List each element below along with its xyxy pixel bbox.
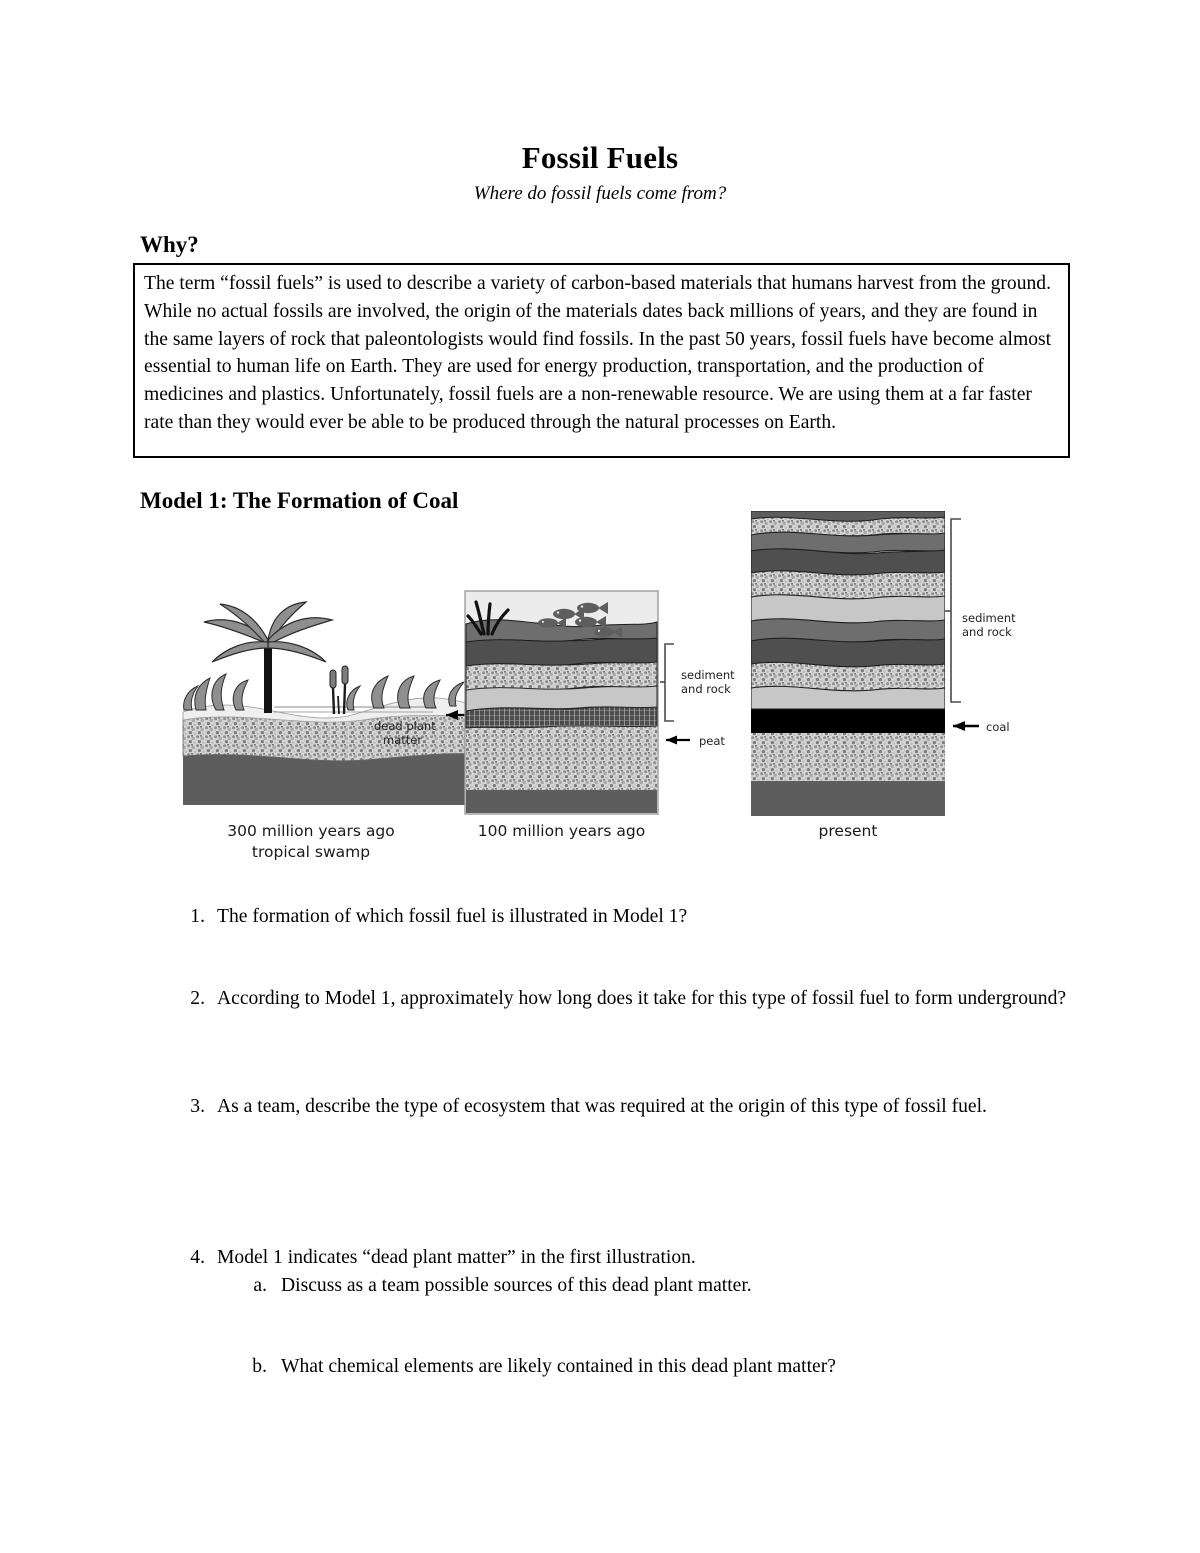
question-3-number: 3.: [190, 1096, 205, 1117]
page-subtitle: Where do fossil fuels come from?: [473, 183, 727, 204]
fern-cluster-left: [184, 674, 248, 710]
question-4b: [243, 1353, 1073, 1381]
palm-tree-trunk: [264, 638, 272, 713]
peat-arrow-icon: [666, 736, 690, 745]
sediment-and-rock-line1: sediment: [681, 668, 735, 682]
panel-100mya-caption: [464, 821, 659, 842]
coal-seam: [751, 707, 945, 733]
question-4a: [243, 1272, 1073, 1300]
question-1: [175, 903, 1070, 931]
dead-plant-matter-label: [374, 719, 436, 747]
coal-label: coal: [986, 720, 1010, 734]
question-3: [175, 1093, 1070, 1121]
cattail-cluster: [330, 666, 348, 714]
model-1-heading: Model 1: The Formation of Coal: [140, 488, 459, 513]
question-4: [175, 1244, 1070, 1272]
coal-arrow-icon: [953, 721, 979, 731]
why-body-text: The term “fossil fuels” is used to describe a variety of carbon-based materials that humans harvest from the ground. While no actual fossils are involved, the origin of the materials dates back millions of years, and they are found in the same layers of rock that paleontologists would find fossils. In the past 50 years, fossil fuels have become almost essential to human life on Earth. They are used for energy production, transportation, and the production of medicines and plastics. Unfortunately, fossil fuels are a non-renewable resource. We are using them at a far faster rate than they would ever be able to be produced through the natural processes on Earth.: [144, 273, 1052, 433]
bedrock-layer-bottom: [751, 779, 945, 816]
dead-plant-matter-label-line2: matter: [383, 733, 423, 747]
dead-plant-matter-label-line1: dead plant: [374, 719, 436, 733]
panel-present: [751, 511, 945, 816]
panel-300mya-caption-line1: 300 million years ago: [227, 822, 395, 840]
peat-layer: [466, 706, 657, 728]
question-4a-letter: a.: [253, 1275, 267, 1296]
peat-label: peat: [699, 734, 725, 748]
question-3-text: As a team, describe the type of ecosystem that was required at the origin of this type of fossil fuel.: [217, 1096, 987, 1117]
speckled-layer-bottom: [751, 733, 945, 781]
question-4b-text: What chemical elements are likely contained in this dead plant matter?: [281, 1356, 836, 1377]
page-title: Fossil Fuels: [521, 140, 679, 175]
bedrock-layer: [466, 786, 657, 813]
question-4b-letter: b.: [252, 1356, 267, 1377]
speckled-rock-layer: [466, 722, 657, 790]
sediment-and-rock-p3-line1: sediment: [962, 611, 1016, 625]
panel-present-caption: [751, 821, 945, 842]
panel-100mya: [464, 590, 659, 815]
question-2-number: 2.: [190, 988, 205, 1009]
question-1-text: The formation of which fossil fuel is illustrated in Model 1?: [217, 906, 688, 927]
model-1-figure: [133, 505, 1073, 870]
question-2: [175, 985, 1070, 1013]
panel-300mya-caption-line2: tropical swamp: [251, 843, 371, 861]
panel-100mya-caption-line1: 100 million years ago: [477, 822, 646, 840]
why-text-box: [133, 263, 1070, 458]
question-2-text: According to Model 1, approximately how long does it take for this type of fossil fuel to form underground?: [217, 988, 1067, 1009]
question-1-number: 1.: [190, 906, 205, 927]
question-4a-text: Discuss as a team possible sources of this dead plant matter.: [281, 1275, 752, 1296]
sediment-and-rock-label-panel2: [681, 668, 735, 696]
sediment-and-rock-bracket-icon: [945, 519, 961, 702]
question-4-number: 4.: [190, 1247, 205, 1268]
panel-present-caption-line1: present: [818, 822, 878, 840]
why-heading: Why?: [140, 232, 199, 257]
panel-300mya-caption: [186, 821, 436, 863]
sediment-and-rock-bracket-icon: [660, 644, 674, 721]
panel-300mya: [178, 600, 493, 815]
sediment-and-rock-p3-line2: and rock: [962, 625, 1012, 639]
sediment-and-rock-line2: and rock: [681, 682, 731, 696]
sediment-and-rock-label-panel3: [962, 611, 1016, 639]
question-4-text: Model 1 indicates “dead plant matter” in the first illustration.: [217, 1247, 696, 1268]
